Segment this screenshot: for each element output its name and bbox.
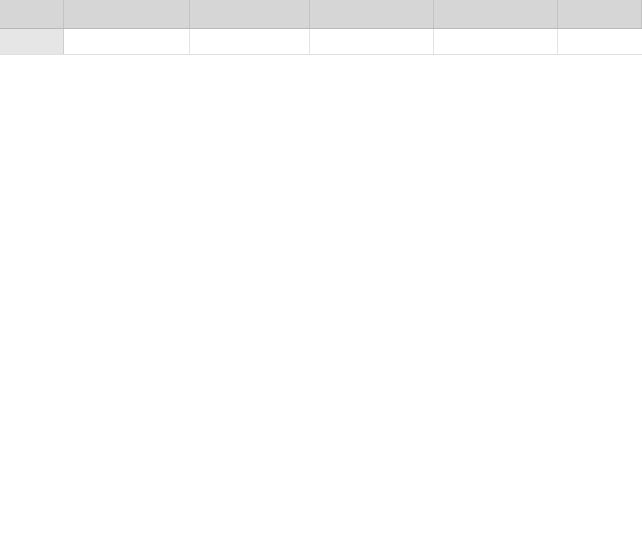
header-cell-empty[interactable] bbox=[558, 0, 642, 28]
header-cell-empty[interactable] bbox=[64, 0, 190, 28]
cell-juliano-header[interactable] bbox=[64, 29, 190, 54]
subheader-row bbox=[0, 29, 642, 55]
cell-empty[interactable] bbox=[558, 29, 642, 54]
header-row bbox=[0, 0, 642, 29]
cell-anos[interactable] bbox=[0, 29, 64, 54]
header-cell-calendario[interactable] bbox=[190, 0, 310, 28]
cell-resumo-header[interactable] bbox=[434, 29, 558, 54]
header-cell-empty[interactable] bbox=[310, 0, 434, 28]
cell-gregoriano-header[interactable] bbox=[190, 29, 310, 54]
cell-hebraico-header[interactable] bbox=[310, 29, 434, 54]
header-cell-anos[interactable] bbox=[0, 0, 64, 28]
header-cell-empty[interactable] bbox=[434, 0, 558, 28]
